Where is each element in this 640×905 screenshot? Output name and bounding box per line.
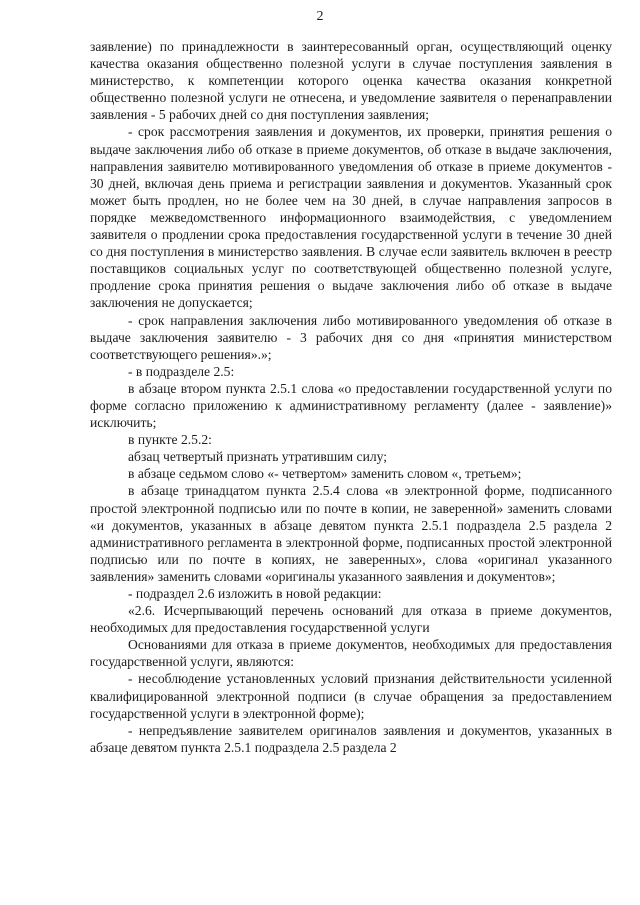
paragraph: - непредъявление заявителем оригиналов заявления и документов, указанных в абзаце девятом пункта 2.5.1 подраздела 2.5 раздела 2 <box>90 722 612 755</box>
paragraph: - подраздел 2.6 изложить в новой редакции: <box>128 586 382 601</box>
paragraph: в абзаце втором пункта 2.5.1 слова «о предоставлении государственной услуги по форме согласно приложению к административному регламенту (далее - заявление)» исключить; <box>90 380 612 431</box>
paragraph: в абзаце седьмом слово «- четвертом» заменить словом «, третьем»; <box>128 466 522 482</box>
paragraph: - несоблюдение установленных условий признания действительности усиленной квалифицированной электронной подписи (в случае обращения за предоставлением государственной услуги в электронной форме); <box>90 671 612 721</box>
document-body <box>90 38 612 756</box>
paragraph: - в подразделе 2.5: <box>128 363 235 379</box>
paragraph: в абзаце тринадцатом пункта 2.5.4 слова «в электронной форме, подписанного простой электронной подписью или по почте в копии, не заверенной» заменить словами «и документов, указанных в абзаце девятом пункта 2.5.1 подраздела 2.5 раздела 2 административного регламента в электронной форме, подписанных простой электронной подписью или по почте в копиях, не заверенных», слова «оригинал указанного заявления» заменить словами «оригиналы указанного заявления и документов»; <box>90 483 612 584</box>
paragraph: - срок направления заключения либо мотивированного уведомления об отказе в выдаче заключения заявителю - 3 рабочих дня со дня «принятия министерством соответствующего решения».»; <box>90 312 612 362</box>
paragraph: Основаниями для отказа в приеме документов, необходимых для предоставления государственной услуги, являются: <box>90 637 612 670</box>
paragraph: - срок рассмотрения заявления и документов, их проверки, принятия решения о выдаче заключения либо об отказе в приеме документов, об отказе в выдаче заключения, направления заявителю мотивированного уведомления об отказе в приеме документов - 30 дней, включая день приема и регистрации заявления и документов. Указанный срок может быть продлен, но не более чем на 30 дней, в случае направления запросов в порядке межведомственного информационного взаимодействия, с уведомлением заявителя о продлении срока предоставления государственной услуги в течение 30 дней со дня поступления в министерство заявления. В случае если заявитель включен в реестр поставщиков социальных услуг по соответствующей общественно полезной услуге, продление срока принятия решения о выдаче заключения либо об отказе в выдаче заключения не допускается; <box>90 124 612 311</box>
section-heading: «2.6. Исчерпывающий перечень оснований для отказа в приеме документов, необходимых для предоставления государственной услуги <box>90 603 612 636</box>
paragraph: абзац четвертый признать утратившим силу; <box>128 449 388 465</box>
page-number: 2 <box>316 9 324 24</box>
paragraph: в пункте 2.5.2: <box>128 432 212 448</box>
paragraph: заявление) по принадлежности в заинтересованный орган, осуществляющий оценку качества оказания общественно полезной услуги в случае поступления заявления в министерство, к компетенции которого оценка качества оказания конкретной общественно полезной услуги не отнесена, и уведомление заявителя о перенаправлении заявления - 5 рабочих дней со дня поступления заявления; <box>90 39 612 123</box>
